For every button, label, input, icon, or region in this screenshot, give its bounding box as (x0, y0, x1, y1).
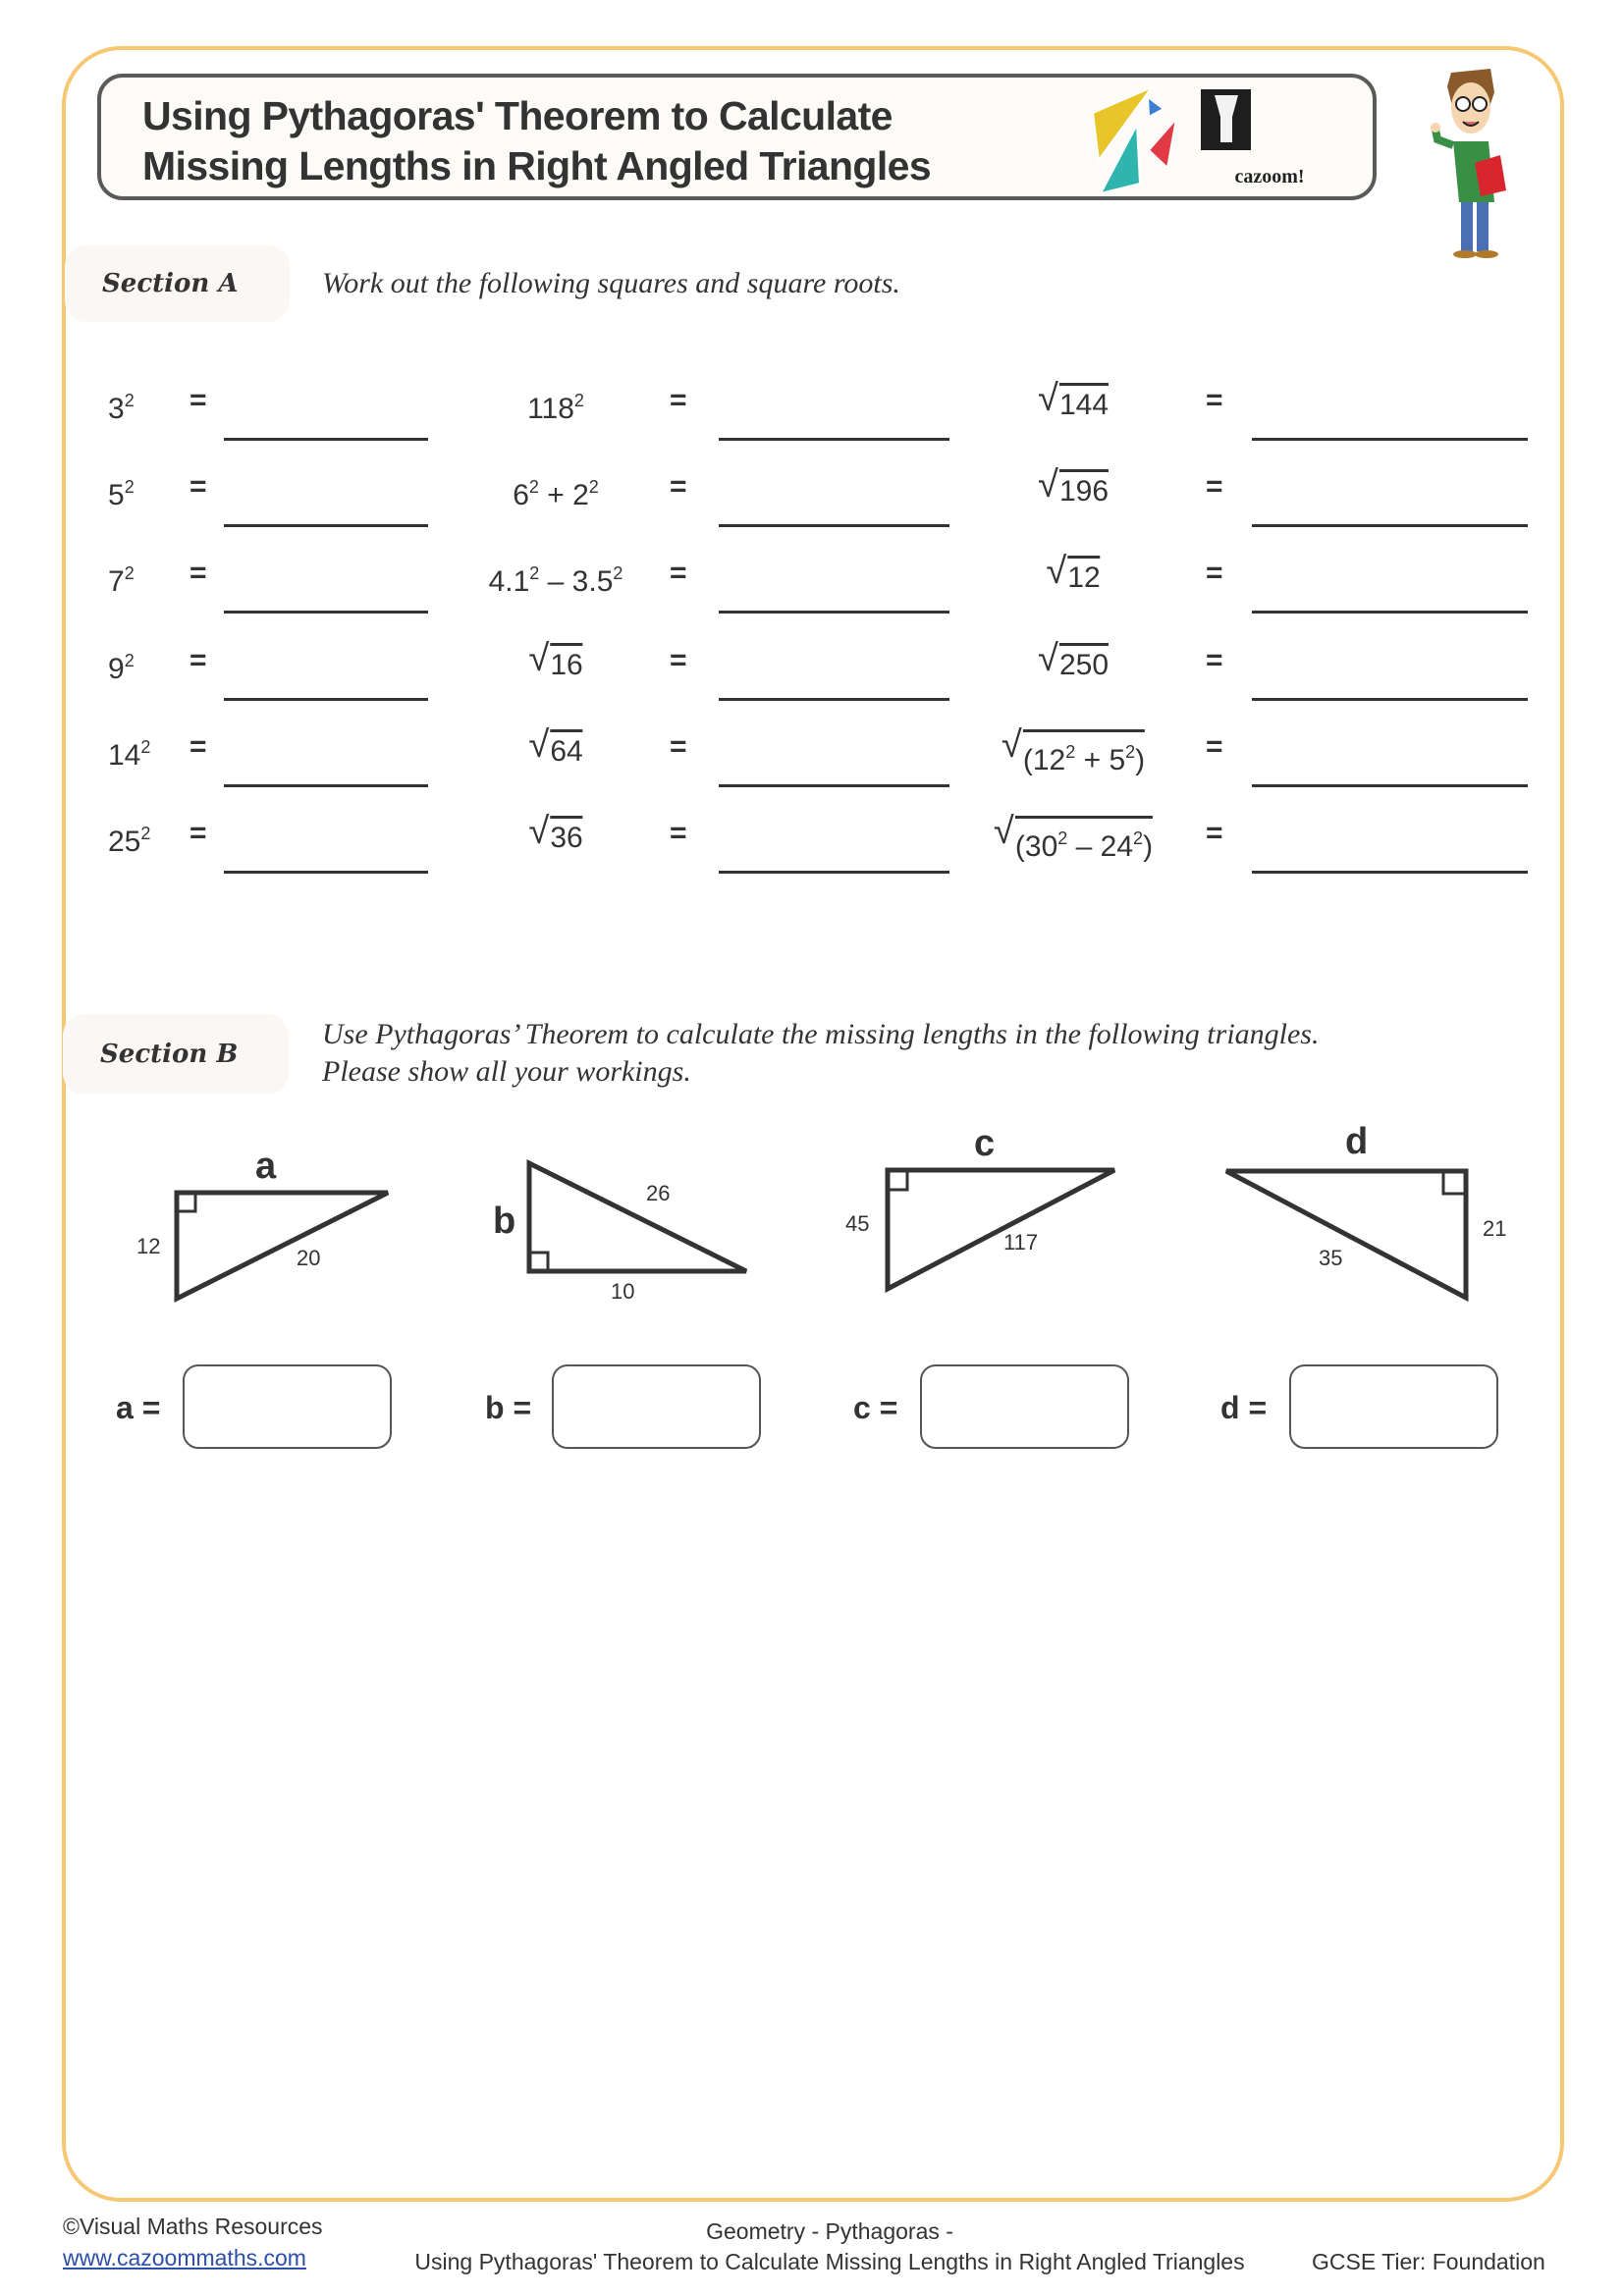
exponent: 2 (588, 477, 599, 497)
triangle-d-side: 21 (1483, 1216, 1507, 1241)
answer-line[interactable] (1252, 438, 1528, 441)
answer-d-label: d = (1220, 1390, 1268, 1425)
question-expression: $4.1^2 - 3.5^2$ (488, 563, 623, 598)
equals-sign: = (189, 557, 207, 589)
triangle-c-hypotenuse: 117 (1003, 1230, 1039, 1255)
answer-line[interactable] (1252, 524, 1528, 527)
answer-line[interactable] (719, 611, 949, 614)
question-expression (528, 811, 583, 856)
answer-line[interactable] (719, 871, 949, 874)
title-line-1: Using Pythagoras' Theorem to Calculate (142, 93, 893, 138)
radicand: 16 (550, 643, 582, 683)
equals-sign: = (670, 817, 687, 849)
radical-sign-icon: √ (528, 811, 550, 852)
copyright-text: ©Visual Maths Resources (63, 2214, 323, 2239)
equals-sign: = (670, 384, 687, 416)
question-expression (108, 556, 135, 600)
power-term: $5^2$ (108, 477, 135, 511)
radicand: 196 (1059, 469, 1109, 509)
power-term: $9^2$ (108, 651, 135, 685)
section-b-instruction (322, 1016, 1319, 1091)
answer-line[interactable] (224, 698, 428, 701)
square-root (1046, 551, 1101, 596)
triangle-c-unknown: c (974, 1123, 996, 1164)
section-b-instruction-line-2: Please show all your workings. (322, 1055, 691, 1088)
equals-sign: = (670, 557, 687, 589)
equals-sign: = (670, 730, 687, 763)
radicand: 144 (1059, 383, 1109, 423)
triangle-a-hypotenuse: 20 (297, 1246, 321, 1270)
radical-sign-icon: √ (1046, 551, 1067, 592)
equals-sign: = (1206, 730, 1223, 763)
section-a-label-text: Section A (102, 269, 239, 298)
footer-topic (373, 2216, 1286, 2277)
website-link[interactable]: www.cazoommaths.com (63, 2245, 306, 2270)
answer-b-box[interactable] (552, 1364, 761, 1449)
radical-sign-icon: √ (993, 811, 1014, 852)
page-title (142, 91, 931, 191)
radical-sign-icon: √ (528, 638, 550, 679)
radicand: 64 (550, 729, 582, 770)
equals-sign: = (1206, 644, 1223, 676)
title-line-2: Missing Lengths in Right Angled Triangles (142, 143, 932, 188)
section-a-instruction: Work out the following squares and square roots. (322, 267, 900, 299)
question-expression (108, 729, 150, 774)
answer-c-label: c = (853, 1390, 898, 1425)
power-term: $118^2$ (527, 391, 584, 425)
footer-topic-line-1: Geometry - Pythagoras - (706, 2218, 953, 2244)
answer-line[interactable] (719, 524, 949, 527)
exponent: 2 (124, 563, 135, 583)
radicand: $(30^2 - 24^2)$ (1015, 816, 1153, 865)
footer-topic-line-2: Using Pythagoras' Theorem to Calculate Missing Lengths in Right Angled Triangles (414, 2249, 1245, 2274)
section-b-label (63, 1014, 289, 1095)
exponent: 2 (573, 391, 584, 410)
radical-sign-icon: √ (1001, 724, 1022, 766)
exponent: 2 (124, 391, 135, 410)
answer-a-box[interactable] (183, 1364, 392, 1449)
power-term: $4.1^2$ (488, 563, 540, 598)
title-banner (97, 74, 1377, 200)
question-expression (108, 816, 150, 860)
answer-line[interactable] (1252, 611, 1528, 614)
power-term: $24^2$ (1100, 828, 1144, 863)
power-term: $3.5^2$ (571, 563, 623, 598)
square-root (993, 811, 1154, 865)
answer-line[interactable] (224, 871, 428, 874)
triangle-d-hypotenuse: 35 (1319, 1246, 1343, 1270)
answer-line[interactable] (1252, 784, 1528, 787)
question-expression (1046, 551, 1101, 596)
question-expression (1037, 638, 1110, 683)
exponent: 2 (124, 651, 135, 670)
section-b-instruction-line-1: Use Pythagoras’ Theorem to calculate the missing lengths in the following triangles. (322, 1018, 1320, 1050)
triangle-a-unknown: a (255, 1146, 277, 1187)
answer-d-box[interactable] (1289, 1364, 1498, 1449)
square-root (1037, 638, 1110, 683)
power-term: $12^2$ (1032, 742, 1076, 776)
triangle-b-side: 10 (611, 1279, 635, 1304)
power-term: $2^2$ (572, 477, 599, 511)
equals-sign: = (189, 384, 207, 416)
equals-sign: = (189, 470, 207, 503)
answer-line[interactable] (719, 438, 949, 441)
answer-line[interactable] (224, 438, 428, 441)
exponent: 2 (1125, 742, 1136, 762)
exponent: 2 (529, 563, 540, 583)
radical-sign-icon: √ (1037, 378, 1058, 419)
power-term: $7^2$ (108, 563, 135, 598)
exponent: 2 (140, 737, 151, 757)
radicand: 36 (550, 816, 582, 856)
question-expression: $6^2 + 2^2$ (513, 477, 599, 511)
radicand: 12 (1067, 556, 1100, 596)
exponent: 2 (124, 477, 135, 497)
power-term: $6^2$ (513, 477, 539, 511)
exponent: 2 (528, 477, 539, 497)
exponent: 2 (613, 563, 623, 583)
equals-sign: = (189, 644, 207, 676)
equals-sign: = (1206, 384, 1223, 416)
page-frame (62, 46, 1564, 2202)
square-root (1001, 724, 1146, 778)
radical-sign-icon: √ (1037, 638, 1058, 679)
triangle-a-side: 12 (136, 1234, 161, 1258)
answer-a-label: a = (116, 1390, 161, 1425)
answer-line[interactable] (224, 611, 428, 614)
answer-b-label: b = (485, 1390, 532, 1425)
radical-sign-icon: √ (1037, 464, 1058, 506)
question-expression (528, 724, 583, 770)
question-expression (1037, 464, 1110, 509)
exponent: 2 (140, 824, 151, 843)
radical-sign-icon: √ (528, 724, 550, 766)
question-expression (1001, 724, 1146, 778)
equals-sign: = (670, 470, 687, 503)
answer-line[interactable] (224, 784, 428, 787)
exponent: 2 (1057, 828, 1068, 848)
teacher-mascot-icon (1424, 65, 1512, 261)
equals-sign: = (189, 730, 207, 763)
answer-line[interactable] (1252, 698, 1528, 701)
answer-line[interactable] (224, 524, 428, 527)
square-root (528, 811, 583, 856)
question-expression (528, 638, 583, 683)
triangle-c-side: 45 (845, 1211, 870, 1236)
radicand: 250 (1059, 643, 1109, 683)
square-root (528, 724, 583, 770)
question-expression (1037, 378, 1110, 423)
question-expression (527, 383, 584, 427)
question-expression (108, 383, 135, 427)
power-term: $30^2$ (1024, 828, 1068, 863)
logo-text: cazoom! (1234, 166, 1305, 187)
exponent: 2 (1133, 828, 1144, 848)
equals-sign: = (1206, 557, 1223, 589)
square-root (1037, 464, 1110, 509)
answer-c-box[interactable] (920, 1364, 1129, 1449)
triangle-d-unknown: d (1345, 1121, 1369, 1162)
triangle-b-unknown: b (493, 1201, 516, 1242)
power-term: $14^2$ (108, 737, 151, 772)
section-b-label-text: Section B (100, 1040, 239, 1069)
question-expression (993, 811, 1154, 865)
radicand: $(12^2 + 5^2)$ (1023, 729, 1145, 778)
square-root (528, 638, 583, 683)
answer-line[interactable] (1252, 871, 1528, 874)
exponent: 2 (1065, 742, 1076, 762)
question-expression (108, 469, 135, 513)
footer-tier: GCSE Tier: Foundation (1312, 2249, 1545, 2274)
section-a-label (65, 245, 290, 322)
question-expression (108, 643, 135, 687)
triangle-b-hypotenuse: 26 (646, 1181, 671, 1205)
answer-line[interactable] (719, 784, 949, 787)
equals-sign: = (1206, 470, 1223, 503)
equals-sign: = (1206, 817, 1223, 849)
square-root (1037, 378, 1110, 423)
answer-line[interactable] (719, 698, 949, 701)
footer-credits (63, 2211, 323, 2273)
equals-sign: = (670, 644, 687, 676)
power-term: $5^2$ (1109, 742, 1136, 776)
power-term: $25^2$ (108, 824, 151, 858)
power-term: $3^2$ (108, 391, 135, 425)
equals-sign: = (189, 817, 207, 849)
